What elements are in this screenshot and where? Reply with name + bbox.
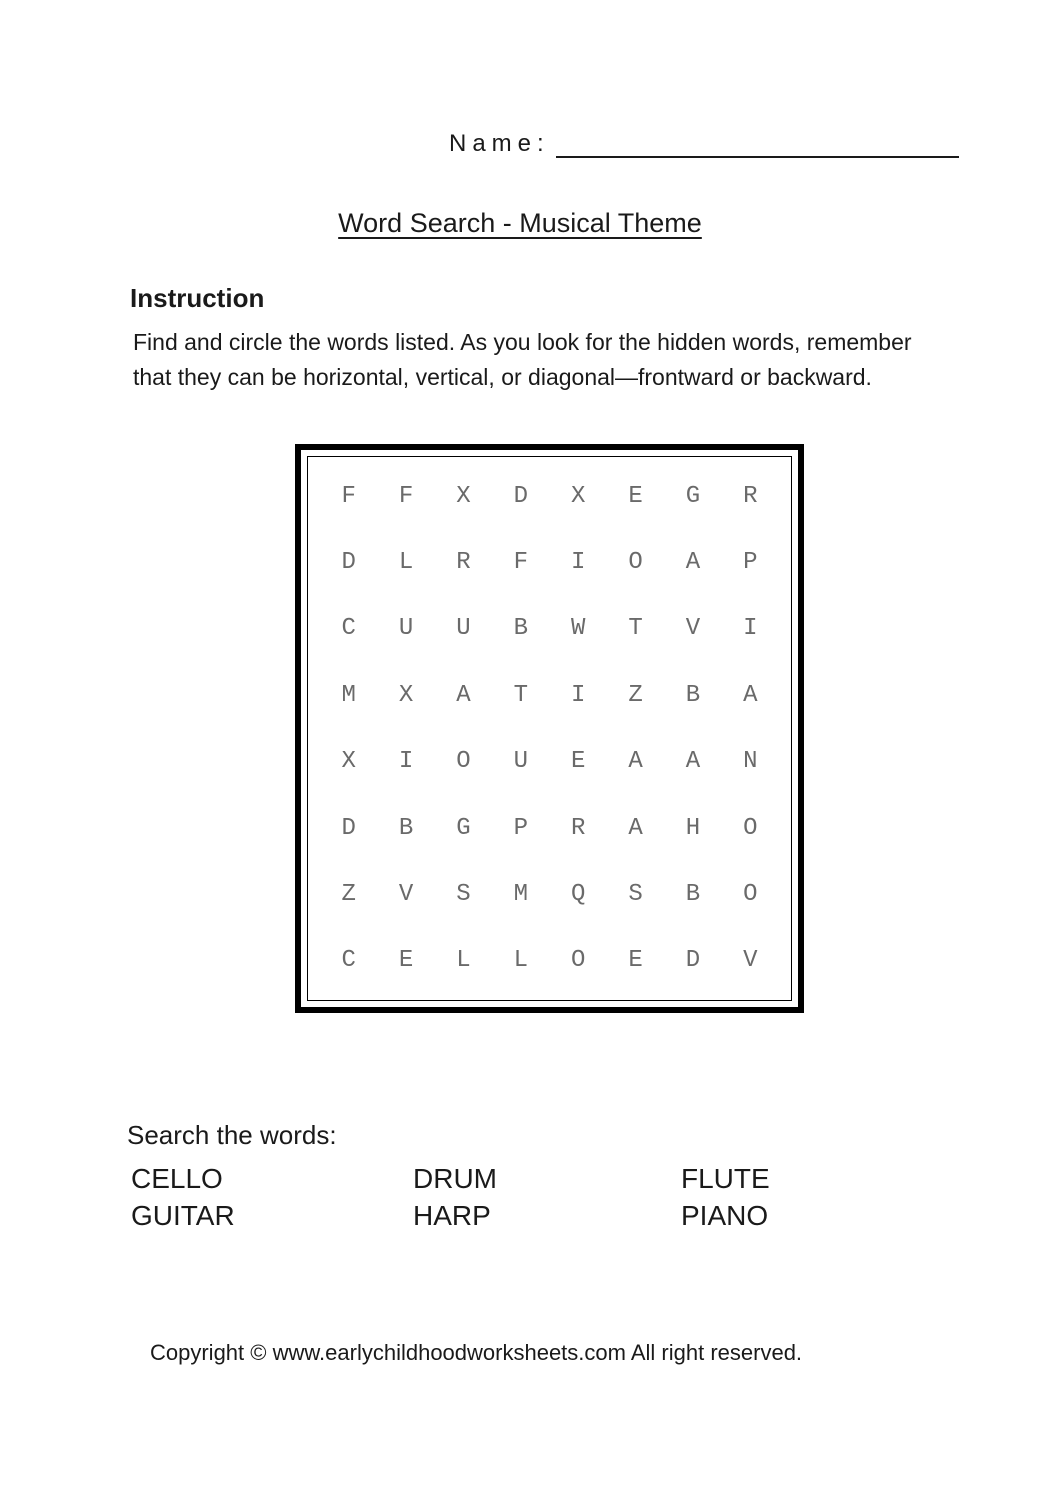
grid-cell[interactable]: E bbox=[570, 748, 586, 776]
grid-cell[interactable]: Z bbox=[628, 681, 643, 709]
name-blank-line[interactable] bbox=[556, 128, 959, 158]
grid-cell[interactable]: N bbox=[743, 748, 758, 776]
word-list-item: GUITAR bbox=[131, 1200, 235, 1231]
grid-cell[interactable]: R bbox=[570, 814, 586, 842]
grid-cell[interactable]: D bbox=[341, 549, 356, 577]
word-list-item: PIANO bbox=[681, 1200, 769, 1231]
name-label: Name: bbox=[449, 130, 550, 157]
grid-cell[interactable]: U bbox=[513, 748, 529, 776]
grid-cell[interactable]: O bbox=[743, 880, 758, 908]
grid-cell[interactable]: E bbox=[628, 947, 643, 975]
word-search-grid bbox=[307, 456, 792, 1001]
grid-cell[interactable]: U bbox=[456, 615, 471, 643]
grid-cell[interactable]: W bbox=[570, 615, 586, 643]
grid-cell[interactable]: X bbox=[341, 748, 356, 776]
grid-cell[interactable]: G bbox=[685, 482, 701, 510]
grid-cell[interactable]: A bbox=[685, 748, 701, 776]
instruction-heading: Instruction bbox=[130, 283, 265, 313]
name-field-row bbox=[449, 128, 959, 158]
grid-cell[interactable]: B bbox=[685, 681, 701, 709]
grid-cell[interactable]: O bbox=[456, 748, 471, 776]
search-words-label: Search the words: bbox=[127, 1120, 337, 1150]
word-list-item: HARP bbox=[413, 1200, 491, 1231]
grid-cell[interactable]: I bbox=[570, 549, 586, 577]
grid-cell[interactable]: R bbox=[743, 482, 758, 510]
grid-cell[interactable]: R bbox=[456, 549, 471, 577]
grid-cell[interactable]: V bbox=[398, 880, 414, 908]
grid-cell[interactable]: X bbox=[570, 482, 586, 510]
grid-cell[interactable]: E bbox=[628, 482, 643, 510]
grid-cell[interactable]: I bbox=[398, 748, 414, 776]
word-list-item: CELLO bbox=[131, 1163, 223, 1194]
grid-cell[interactable]: C bbox=[341, 947, 356, 975]
grid-cell[interactable]: O bbox=[743, 814, 758, 842]
grid-cell[interactable]: L bbox=[513, 947, 529, 975]
grid-cell[interactable]: Z bbox=[341, 880, 356, 908]
grid-cell[interactable]: T bbox=[628, 615, 643, 643]
worksheet-title: Word Search - Musical Theme bbox=[338, 208, 702, 238]
grid-cell[interactable]: M bbox=[341, 681, 356, 709]
grid-cell[interactable]: H bbox=[685, 814, 701, 842]
grid-cell[interactable]: L bbox=[398, 549, 414, 577]
grid-cell[interactable]: F bbox=[341, 482, 356, 510]
grid-cell[interactable]: E bbox=[398, 947, 414, 975]
grid-cell[interactable]: Q bbox=[570, 880, 586, 908]
copyright-footer: Copyright © www.earlychildhoodworksheets.com All right reserved. bbox=[150, 1340, 803, 1365]
grid-cell[interactable]: S bbox=[456, 880, 471, 908]
grid-cell[interactable]: D bbox=[685, 947, 701, 975]
grid-cell[interactable]: D bbox=[341, 814, 356, 842]
grid-cell[interactable]: A bbox=[628, 814, 643, 842]
word-list-item: FLUTE bbox=[681, 1163, 770, 1194]
grid-cell[interactable]: V bbox=[685, 615, 701, 643]
grid-cell[interactable]: P bbox=[743, 549, 758, 577]
instruction-text: Find and circle the words listed. As you look for the hidden words, remember that they can be horizontal, vertical, or diagonal—frontward or backward. bbox=[133, 329, 912, 390]
grid-cell[interactable]: F bbox=[513, 549, 529, 577]
grid-cell[interactable]: O bbox=[628, 549, 643, 577]
grid-cell[interactable]: L bbox=[456, 947, 471, 975]
grid-cell[interactable]: B bbox=[398, 814, 414, 842]
word-list-item: DRUM bbox=[413, 1163, 497, 1194]
grid-cell[interactable]: X bbox=[456, 482, 471, 510]
grid-cell[interactable]: T bbox=[513, 681, 529, 709]
grid-cell[interactable]: G bbox=[456, 814, 471, 842]
grid-cell[interactable]: F bbox=[398, 482, 414, 510]
grid-cell[interactable]: P bbox=[513, 814, 529, 842]
grid-cell[interactable]: I bbox=[743, 615, 758, 643]
grid-cell[interactable]: M bbox=[513, 880, 529, 908]
grid-cell[interactable]: D bbox=[513, 482, 529, 510]
grid-cell[interactable]: S bbox=[628, 880, 643, 908]
grid-cell[interactable]: I bbox=[570, 681, 586, 709]
grid-cell[interactable]: A bbox=[685, 549, 701, 577]
grid-cell[interactable]: A bbox=[743, 681, 758, 709]
grid-cell[interactable]: A bbox=[456, 681, 471, 709]
grid-cell[interactable]: B bbox=[513, 615, 529, 643]
grid-cell[interactable]: O bbox=[570, 947, 586, 975]
grid-cell[interactable]: V bbox=[743, 947, 758, 975]
grid-cell[interactable]: A bbox=[628, 748, 643, 776]
word-search-grid-frame bbox=[295, 444, 804, 1013]
grid-cell[interactable]: X bbox=[398, 681, 414, 709]
grid-cell[interactable]: U bbox=[398, 615, 414, 643]
grid-cell[interactable]: C bbox=[341, 615, 356, 643]
grid-cell[interactable]: B bbox=[685, 880, 701, 908]
